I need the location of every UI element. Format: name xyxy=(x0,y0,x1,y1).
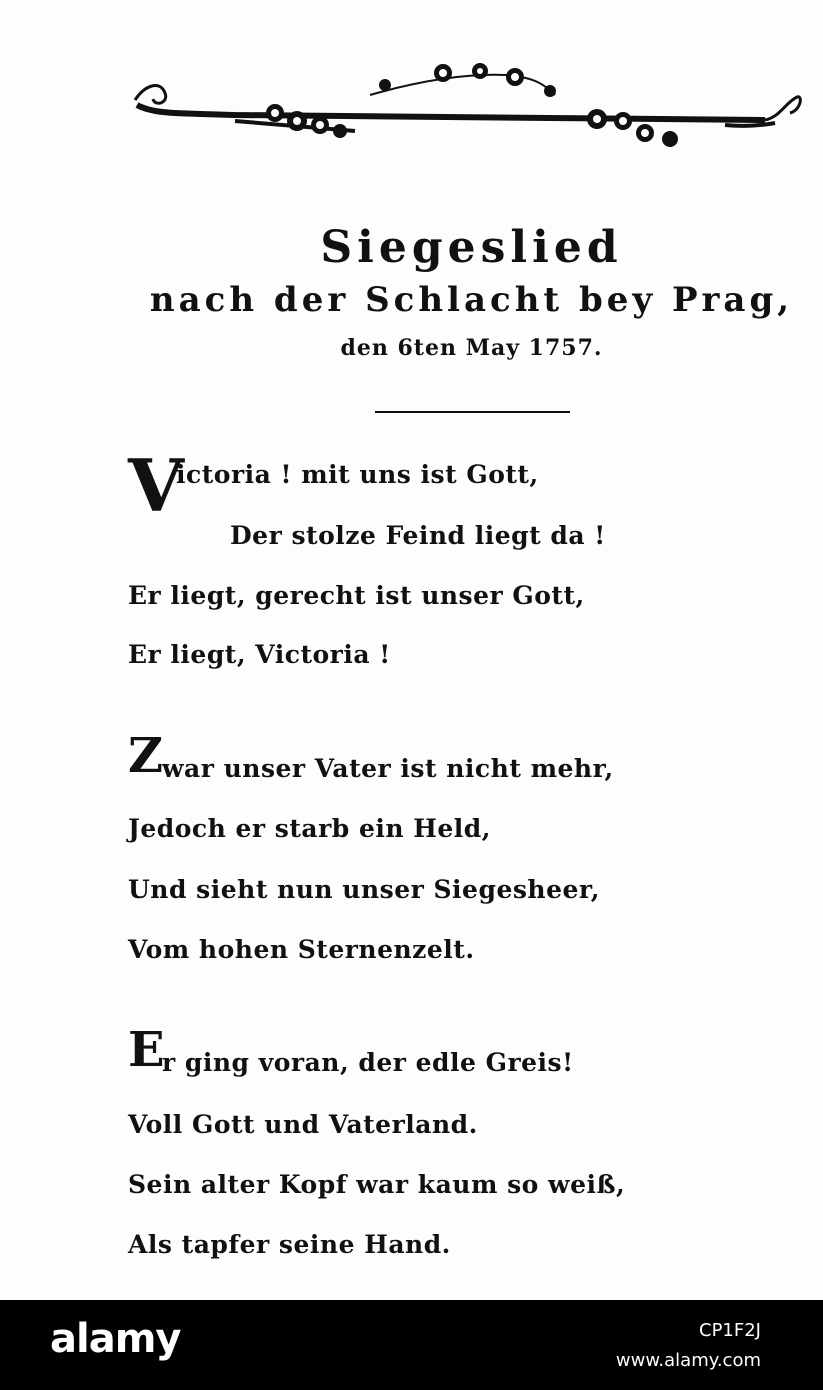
verse-line: Voll Gott und Vaterland. xyxy=(128,1110,478,1139)
stock-watermark-bar xyxy=(0,1300,823,1390)
verse-line: Und sieht nun unser Siegesheer, xyxy=(128,875,600,904)
poem-title: Siegeslied xyxy=(320,222,623,273)
alamy-logo: alamy xyxy=(50,1316,181,1362)
image-id: CP1F2J xyxy=(699,1320,761,1341)
drop-cap: E xyxy=(128,1022,165,1078)
verse-line: Er liegt, gerecht ist unser Gott, xyxy=(128,581,585,610)
verse-line: r ging voran, der edle Greis! xyxy=(162,1048,574,1077)
site-url: www.alamy.com xyxy=(615,1350,761,1371)
floral-ornament xyxy=(125,55,805,160)
verse-line: ictoria ! mit uns ist Gott, xyxy=(176,460,539,489)
verse-line: war unser Vater ist nicht mehr, xyxy=(162,754,614,783)
poem-date: den 6ten May 1757. xyxy=(340,335,603,361)
verse-line: Er liegt, Victoria ! xyxy=(128,640,391,669)
verse-line: Als tapfer seine Hand. xyxy=(128,1230,451,1259)
verse-line: Vom hohen Sternenzelt. xyxy=(128,935,475,964)
verse-line: Der stolze Feind liegt da ! xyxy=(230,521,606,550)
drop-cap: V xyxy=(128,443,184,528)
poem-subtitle: nach der Schlacht bey Prag, xyxy=(149,280,794,320)
drop-cap: Z xyxy=(128,728,164,784)
title-divider xyxy=(375,411,570,413)
verse-line: Jedoch er starb ein Held, xyxy=(128,814,491,843)
verse-line: Sein alter Kopf war kaum so weiß, xyxy=(128,1170,626,1199)
